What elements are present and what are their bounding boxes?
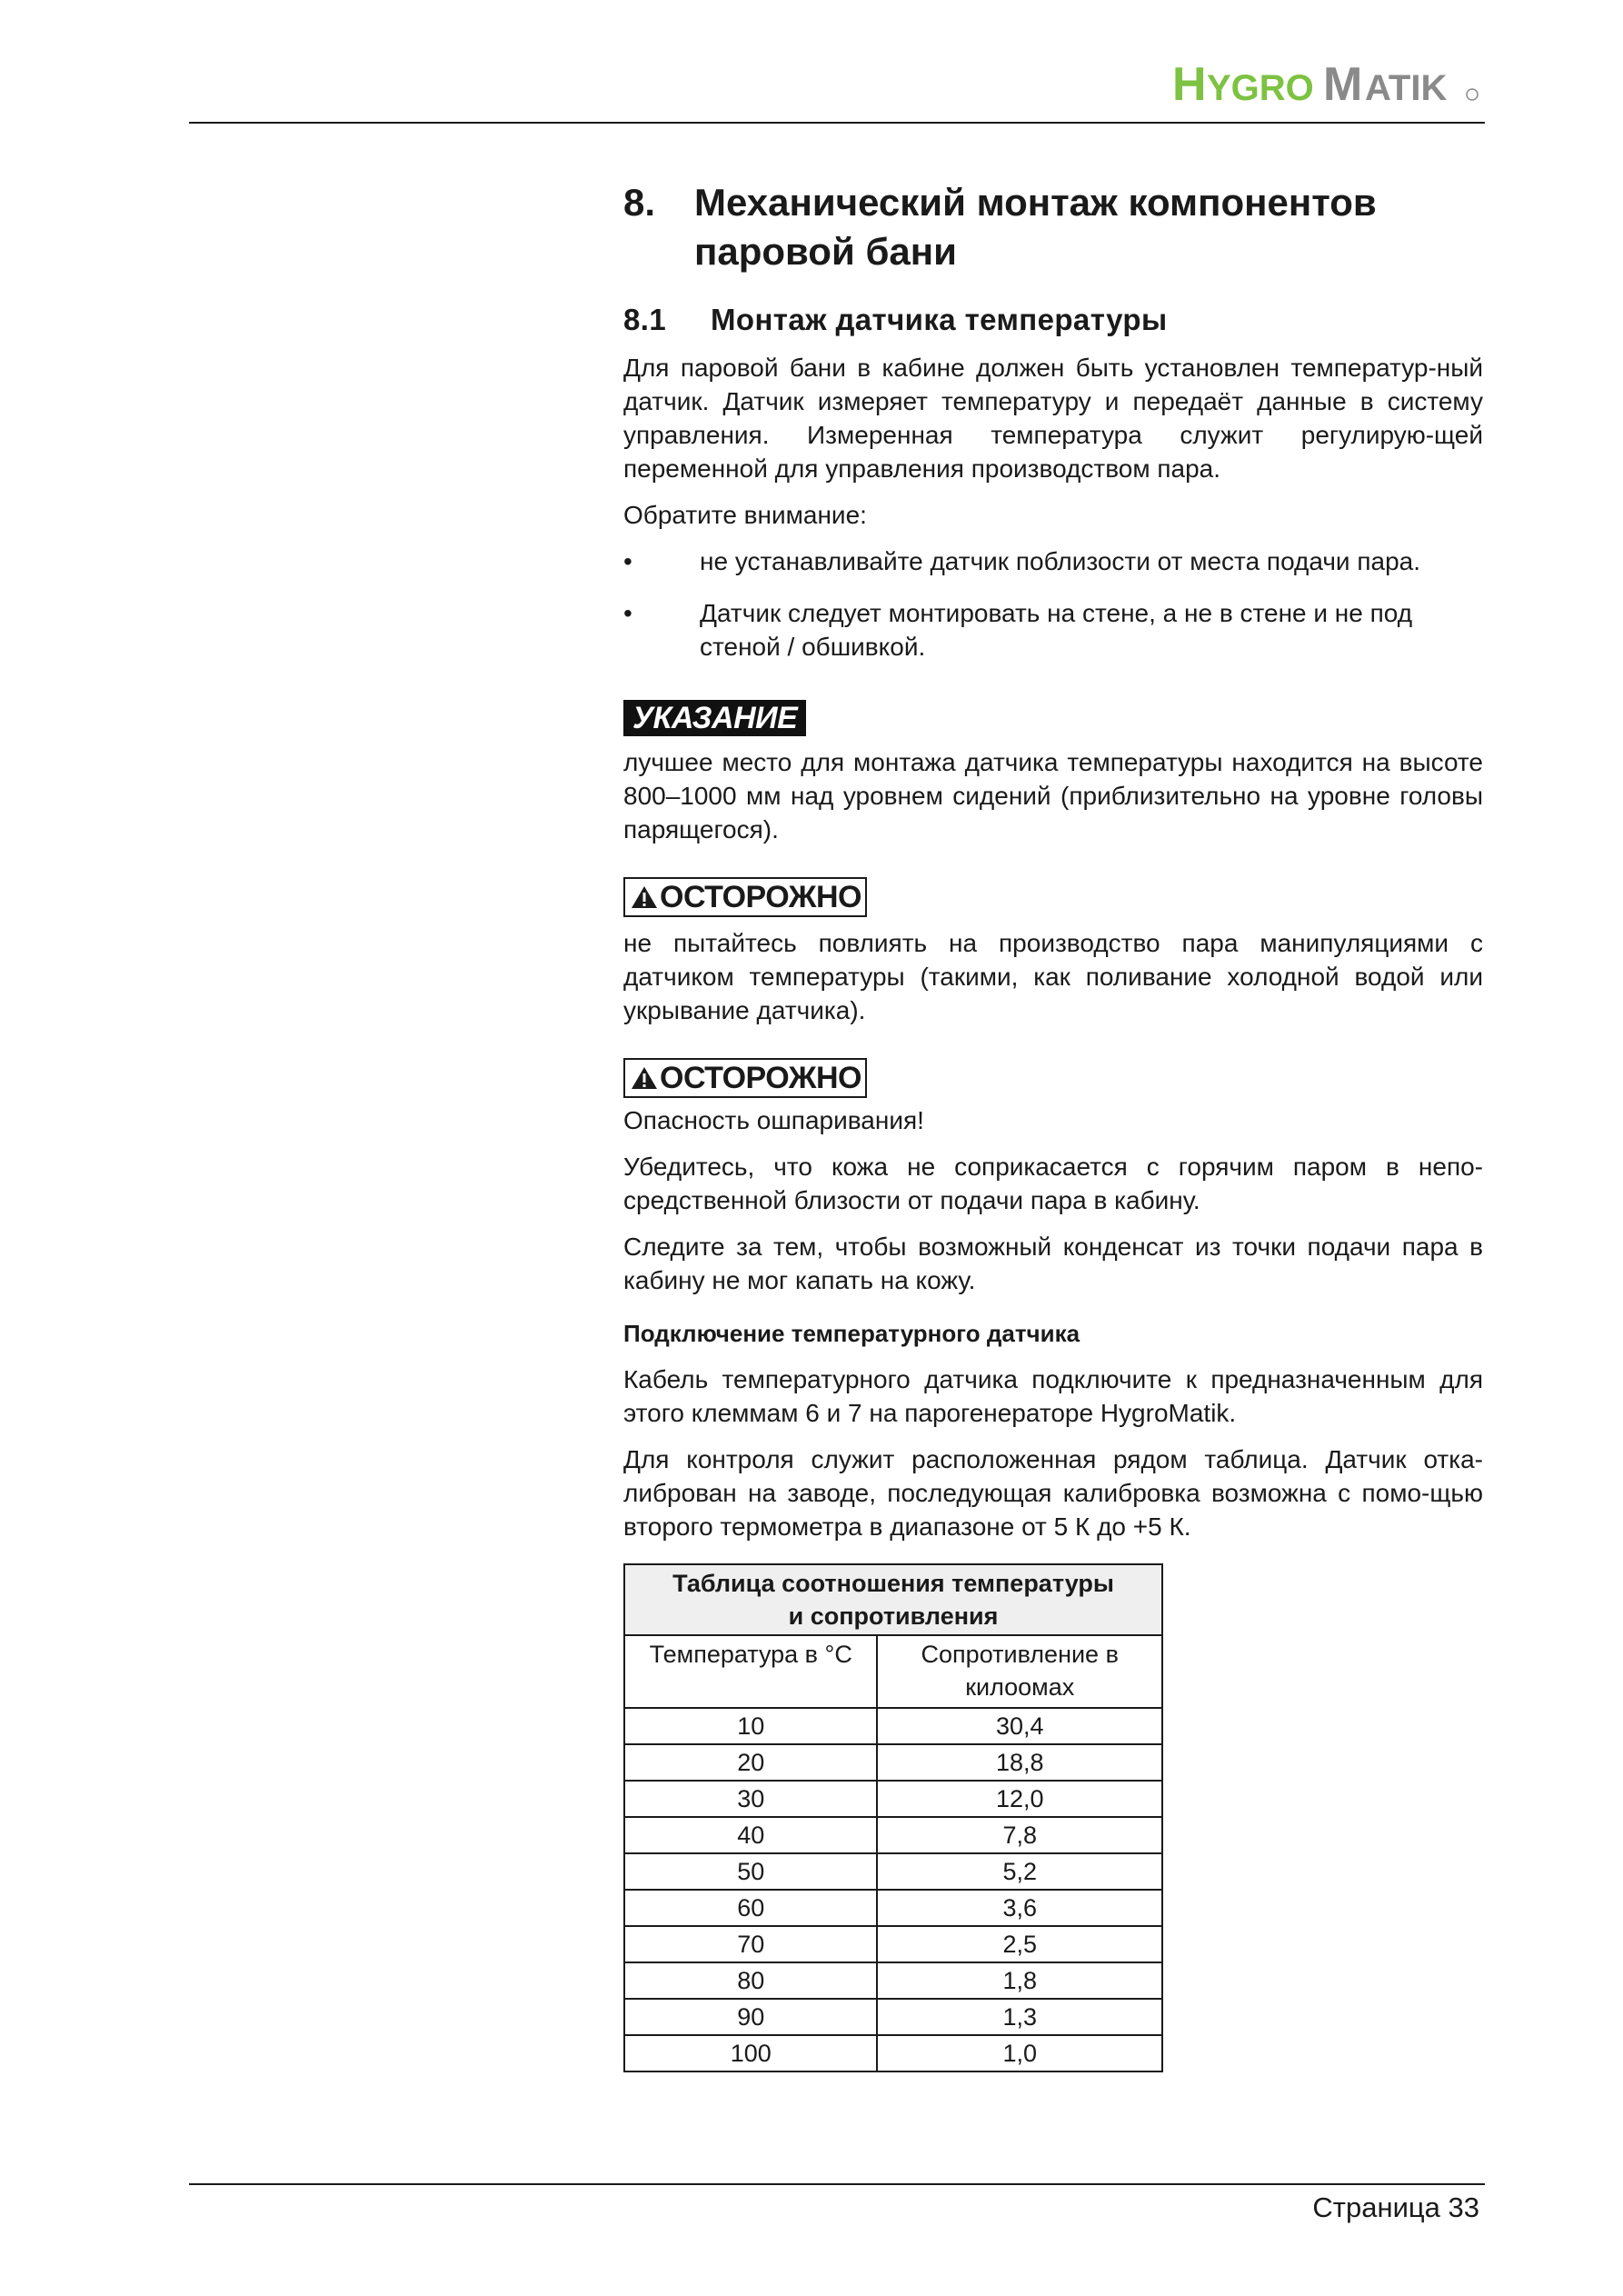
hygromatik-logo-mark: [1172, 56, 1481, 111]
page-number: Страница 33: [1312, 2191, 1479, 2223]
caution-badge-2: [623, 1058, 867, 1098]
table-row: [624, 1999, 1162, 2035]
resistance-cell: 30,4: [877, 1708, 1162, 1744]
table-caption-line2: и сопротивления: [788, 1602, 999, 1630]
notice-text: лучшее место для монтажа датчика температуры находится на высоте 800–1000 мм над уровнем сидений (приблизительно на уровне головы парящегося).: [623, 748, 1483, 844]
svg-text:M: M: [1323, 58, 1363, 111]
table-row: [624, 1926, 1162, 1962]
bullet-item-2: [623, 596, 1483, 664]
table-row: [624, 1890, 1162, 1926]
notice-badge: УКАЗАНИЕ: [623, 700, 806, 736]
resistance-cell: 1,3: [877, 1999, 1162, 2035]
subsection-heading: [623, 300, 1483, 340]
resistance-cell: 7,8: [877, 1817, 1162, 1853]
page-content: [623, 178, 1483, 2072]
temperature-cell: 40: [624, 1817, 877, 1853]
section-number: 8.: [623, 181, 656, 224]
section-heading: [623, 178, 1483, 276]
subsection-number: 8.1: [623, 303, 667, 336]
bullet-symbol: •: [623, 599, 632, 627]
table-row: [624, 1962, 1162, 1999]
resistance-cell: 3,6: [877, 1890, 1162, 1926]
table-row: [624, 2035, 1162, 2071]
resistance-cell: 12,0: [877, 1781, 1162, 1817]
header-rule: [189, 122, 1485, 124]
temperature-cell: 20: [624, 1744, 877, 1781]
resistance-cell: 2,5: [877, 1926, 1162, 1962]
table-row: [624, 1781, 1162, 1817]
temperature-cell: 100: [624, 2035, 877, 2071]
svg-text:YGRO: YGRO: [1207, 68, 1314, 108]
warning-triangle-icon: [631, 1065, 658, 1091]
subsection-title: Монтаж датчика температуры: [711, 303, 1168, 336]
bullet-text: не устанавливайте датчик поблизости от места подачи пара.: [700, 547, 1420, 575]
resistance-cell: 5,2: [877, 1853, 1162, 1890]
temperature-cell: 80: [624, 1962, 877, 1999]
warning-triangle-icon: [631, 884, 658, 910]
caution2-line1: Опасность ошпаривания!: [623, 1106, 924, 1134]
section-title-line2: паровой бани: [694, 230, 957, 273]
hygromatik-logo: [1172, 56, 1481, 111]
svg-text:ATIK: ATIK: [1365, 68, 1448, 108]
temperature-cell: 50: [624, 1853, 877, 1890]
resistance-cell: 1,0: [877, 2035, 1162, 2071]
resistance-cell: 1,8: [877, 1962, 1162, 1999]
section-title-line1: Механический монтаж компонентов: [694, 181, 1377, 224]
temperature-cell: 90: [624, 1999, 877, 2035]
connection-heading: Подключение температурного датчика: [623, 1320, 1080, 1347]
caution-label: ОСТОРОЖНО: [660, 880, 861, 914]
attention-label: Обратите внимание:: [623, 501, 867, 529]
intro-paragraph: Для паровой бани в кабине должен быть установлен температур-ный датчик. Датчик измеряет температуру и передаёт данные в систему управления. Измеренная температура служит регулирую-щей переменной для управления производством пара.: [623, 354, 1483, 483]
column-header-temperature: Температура в °C: [624, 1635, 877, 1708]
temperature-cell: 70: [624, 1926, 877, 1962]
column-header-resistance: Сопротивление в килоомах: [877, 1635, 1162, 1708]
table-row: [624, 1708, 1162, 1744]
bullet-symbol: •: [623, 547, 632, 575]
table-row: [624, 1853, 1162, 1890]
table-caption-line1: Таблица соотношения температуры: [672, 1570, 1114, 1597]
table-row: [624, 1744, 1162, 1781]
resistance-cell: 18,8: [877, 1744, 1162, 1781]
caution-badge-1: [623, 877, 867, 917]
caution1-text: не пытайтесь повлиять на производство пара манипуляциями с датчиком температуры (такими, как поливание холодной водой или укрывание датчика).: [623, 929, 1483, 1024]
temperature-cell: 60: [624, 1890, 877, 1926]
temperature-cell: 10: [624, 1708, 877, 1744]
connection-para1: Кабель температурного датчика подключите к предназначенным для этого клеммам 6 и 7 на парогенераторе HygroMatik.: [623, 1365, 1483, 1427]
footer-rule: [189, 2183, 1485, 2185]
connection-para2: Для контроля служит расположенная рядом таблица. Датчик отка-либрован на заводе, последующая калибровка возможна с помо-щью второго термометра в диапазоне от 5 К до +5 К.: [623, 1445, 1483, 1541]
temperature-cell: 30: [624, 1781, 877, 1817]
caution2-line2: Убедитесь, что кожа не соприкасается с горячим паром в непо-средственной близости от подачи пара в кабину.: [623, 1153, 1483, 1214]
bullet-text: Датчик следует монтировать на стене, а не в стене и не под стеной / обшивкой.: [700, 599, 1413, 661]
caution-label: ОСТОРОЖНО: [660, 1061, 861, 1095]
resistance-table: [623, 1563, 1163, 2072]
bullet-item-1: [623, 544, 1483, 578]
table-caption: [624, 1564, 1162, 1635]
svg-text:H: H: [1172, 58, 1207, 111]
table-row: [624, 1817, 1162, 1853]
caution2-line3: Следите за тем, чтобы возможный конденсат из точки подачи пара в кабину не мог капать на кожу.: [623, 1233, 1483, 1294]
